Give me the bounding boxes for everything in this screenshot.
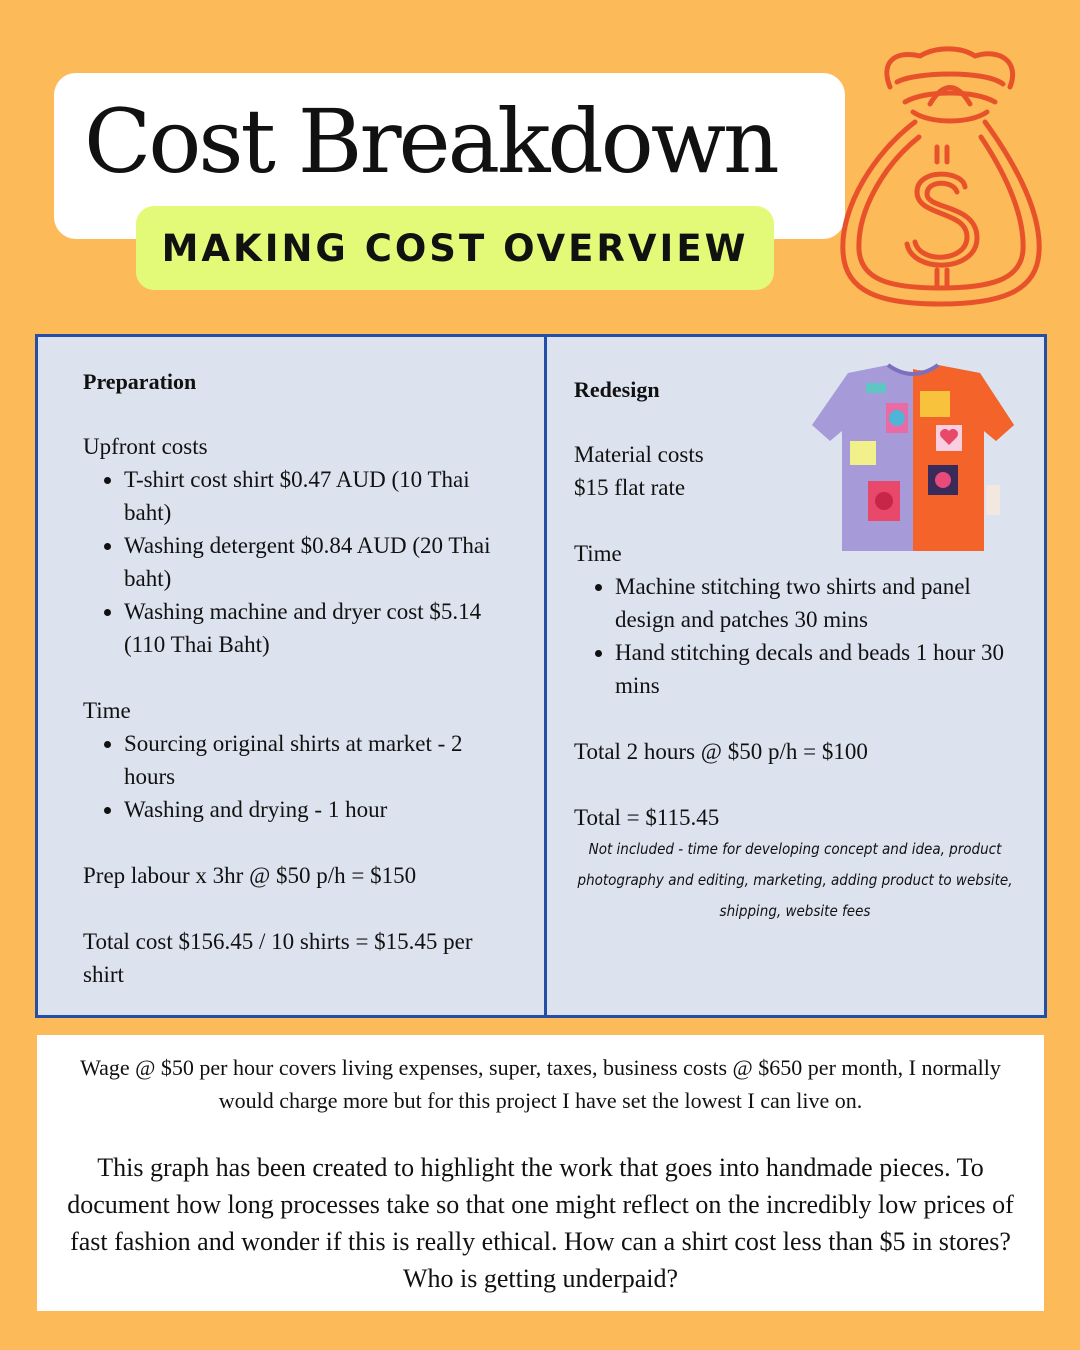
prep-labour: Prep labour x 3hr @ $50 p/h = $150 <box>83 863 417 888</box>
patchwork-shirt-image <box>808 361 1018 556</box>
upfront-costs-label: Upfront costs <box>83 434 208 459</box>
cost-panel <box>35 334 1047 1018</box>
money-bag-icon <box>835 42 1045 327</box>
redesign-time-total: Total 2 hours @ $50 p/h = $100 <box>574 739 868 764</box>
list-item: • Washing detergent $0.84 AUD (20 Thai baht) <box>124 529 493 595</box>
panel-divider <box>544 337 547 1015</box>
material-costs-value: $15 flat rate <box>574 475 686 500</box>
prep-time-list <box>83 727 493 826</box>
redesign-heading: Redesign <box>574 377 660 402</box>
preparation-heading: Preparation <box>83 369 197 394</box>
redesign-time-list <box>574 570 1014 702</box>
list-item: • Hand stitching decals and beads 1 hour 30 mins <box>615 636 1014 702</box>
list-item: • Machine stitching two shirts and panel design and patches 30 mins <box>615 570 1014 636</box>
list-item: • T-shirt cost shirt $0.47 AUD (10 Thai baht) <box>124 463 493 529</box>
subtitle-badge: MAKING COST OVERVIEW <box>136 206 774 290</box>
redesign-time-label: Time <box>574 541 622 566</box>
material-costs-label: Material costs <box>574 442 704 467</box>
footer-card <box>37 1035 1044 1311</box>
list-item: • Washing machine and dryer cost $5.14 (110 Thai Baht) <box>124 595 493 661</box>
wage-explanation: Wage @ $50 per hour covers living expenses, super, taxes, business costs @ $650 per month, I normally would charge more but for this project I have set the lowest I can live on. <box>80 1055 1001 1113</box>
list-item: • Washing and drying - 1 hour <box>124 793 493 826</box>
redesign-total: Total = $115.45 <box>574 805 720 830</box>
purpose-statement: This graph has been created to highlight the work that goes into handmade pieces. To document how long processes take so that one might reflect on the incredibly low prices of fast fashion and wonder if this is really ethical. How can a shirt cost less than $5 in stores? Who is getting underpaid? <box>67 1153 1014 1293</box>
page-title: Cost Breakdown <box>84 90 777 193</box>
not-included-note: Not included - time for developing concept and idea, product photography and editing, marketing, adding product to website, shipping, website fees <box>577 840 1013 920</box>
prep-time-label: Time <box>83 698 131 723</box>
prep-total: Total cost $156.45 / 10 shirts = $15.45 per shirt <box>83 929 473 987</box>
upfront-costs-list <box>83 463 493 661</box>
preparation-column <box>83 365 493 991</box>
list-item: • Sourcing original shirts at market - 2 hours <box>124 727 493 793</box>
